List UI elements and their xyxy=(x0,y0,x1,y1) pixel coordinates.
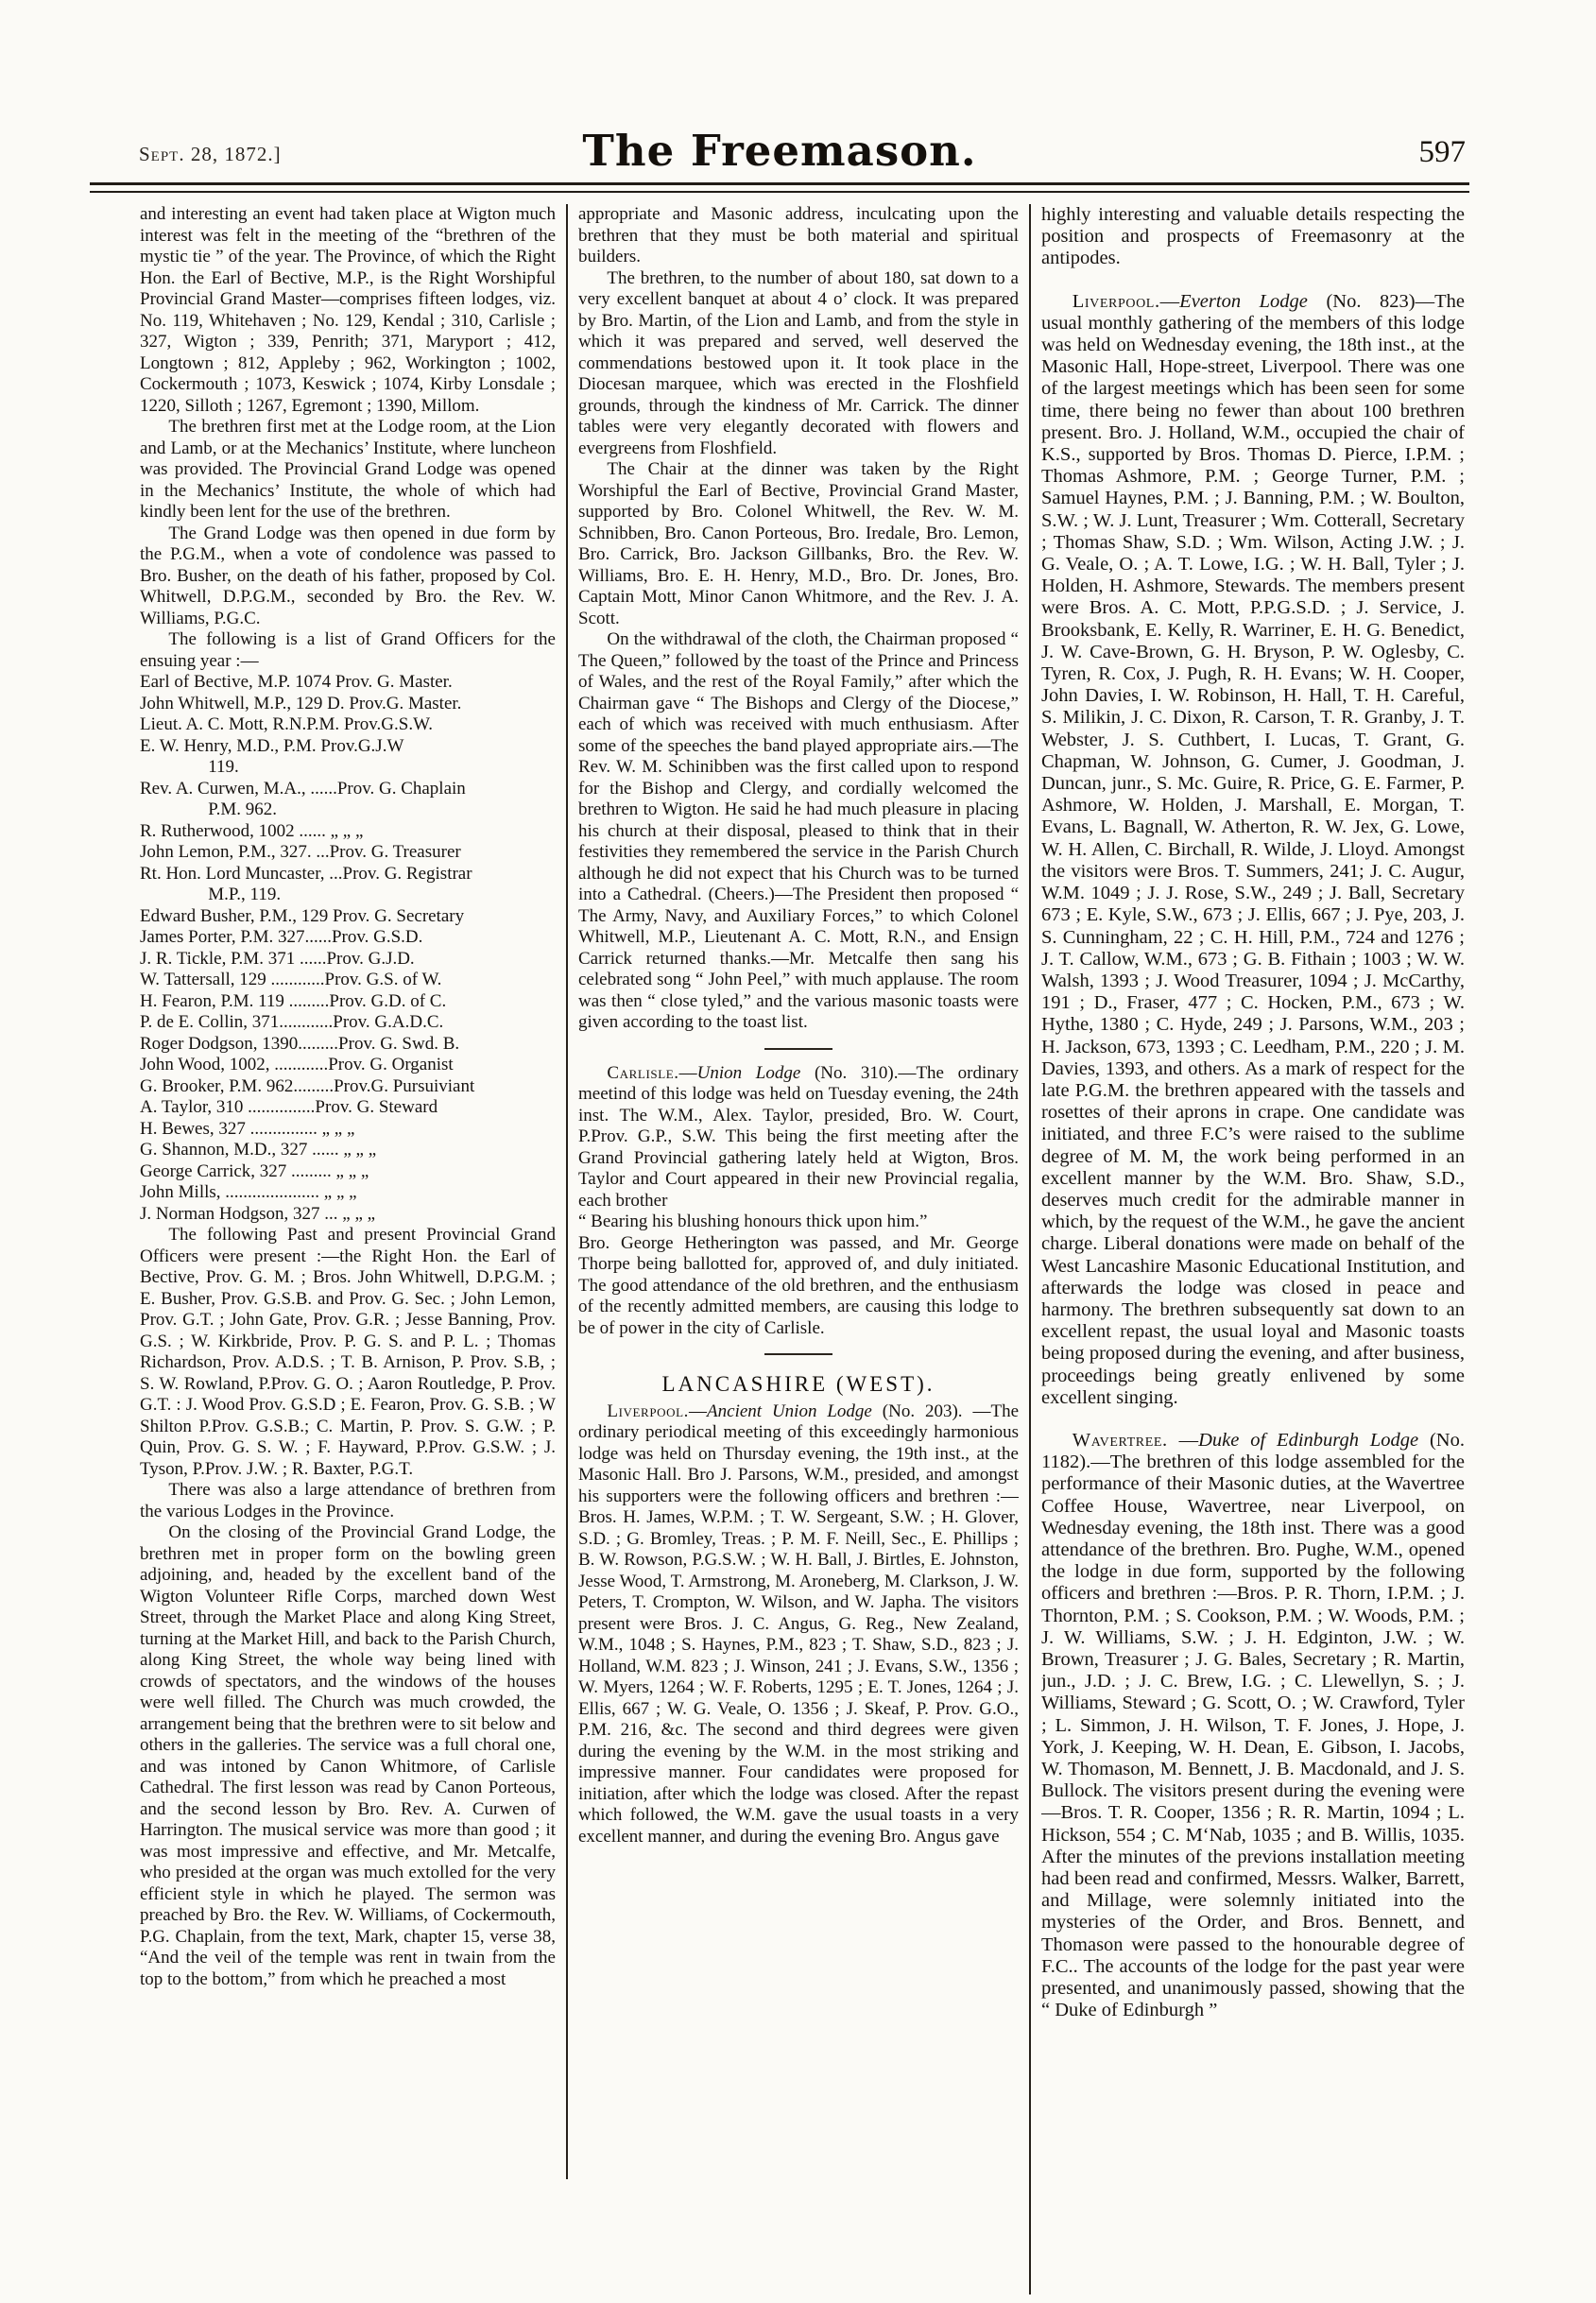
place-name: Carlisle. xyxy=(607,1062,679,1083)
text-run: (No. 823)—The usual monthly gathering of the members of this lodge was held on Wednesday evening, the 18th inst., at the Masonic Hall, Hope-street, Liverpool. There was one of the largest meetings which has been seen for some time, there being no fewer than about 100 brethren present. Bro. J. Holland, W.M., occupied the chair of K.S., supported by Bros. Thomas D. Pierce, I.P.M. ; Thomas Ashmore, P.M. ; George Turner, P.M. ; Samuel Haynes, P.M. ; J. Banning, P.M. ; W. Boulton, S.W. ; W. J. Lunt, Treasurer ; Wm. Cotterall, Secretary ; Thomas Shaw, S.D. ; Wm. Wilson, Acting J.W. ; J. G. Veale, O. ; A. T. Lowe, I.G. ; W. H. Ball, Tyler ; J. Holden, H. Ashmore, Stewards. The members present were Bros. A. C. Mott, P.P.G.S.D. ; J. Service, J. Brooksbank, E. Kelly, R. Warriner, E. H. G. Benedict, J. W. Cave-Brown, G. H. Bryson, P. W. Oglesby, C. Tyren, R. Cox, J. Pugh, R. H. Evans; W. H. Cooper, John Davies, I. W. Robinson, H. Hall, T. H. Careful, S. Milikin, J. C. Dixon, R. Carson, T. R. Granby, J. T. Webster, J. S. Cuthbert, I. Lucas, T. Grant, G. Chapman, W. Johnson, G. Cumer, J. Goodman, J. Duncan, junr., S. Mc. Guire, R. Price, G. E. Farmer, P. Ashmore, W. Holden, J. Marshall, E. Morgan, T. Evans, L. Bagnall, W. Atherton, R. W. Jex, G. Lowe, W. H. Allen, C. Birchall, R. Wilde, J. Lloyd. Amongst the visitors were Bros. T. Summers, 241; J. C. Augur, W.M. 1049 ; J. J. Rose, S.W., 249 ; J. Ball, Secretary 673 ; E. Kyle, S.W., 673 ; J. Ellis, 667 ; J. Pye, 203, J. S. Cunningham, 22 ; C. H. Hill, P.M., 724 and 1276 ; J. T. Callow, W.M., 673 ; G. B. Fithain ; 1003 ; W. W. Walsh, 1393 ; J. Wood Treasurer, 1094 ; J. McCarthy, 191 ; D., Fraser, 477 ; C. Hocken, P.M., 673 ; W. Hythe, 1380 ; C. Hyde, 249 ; J. Parsons, W.M., 203 ; H. Jackson, 673, 1393 ; C. Leedham, P.M., 220 ; J. M. Davies, 1393, and others. As a mark of respect for the late P.G.M. the brethren appeared with the tassels and rosettes of their aprons in crape. One candidate was initiated, and three F.C’s were raised to the sublime degree of M. M, the work being performed in an excellent manner by the W.M. Bro. Shaw, S.D., deserves much credit for the admirable manner in which, by the request of the W.M., he gave the ancient charge. Liberal donations were made on behalf of the West Lancashire Masonic Educational Institution, and afterwards the lodge was closed in peace and harmony. The brethren subsequently sat down to an excellent repast, the usual loyal and Masonic toasts being proposed during the evening, and after business, proceedings being greatly enlivened by some excellent singing. xyxy=(1041,290,1465,1408)
paragraph xyxy=(1041,291,1465,1409)
column-rule-1 xyxy=(566,204,568,2179)
officer-line: Edward Busher, P.M., 129 Prov. G. Secretary xyxy=(140,905,465,926)
officer-line: Rev. A. Curwen, M.A., ......Prov. G. Chaplain xyxy=(140,778,466,799)
paragraph: On the closing of the Provincial Grand Lodge, the brethren met in proper form on the bowling green adjoining, and, headed by the excellent band of the Wigton Volunteer Rifle Corps, marched down West Street, through the Market Place and along King Street, turning at the Market Hill, and back to the Parish Church, along King Street, the whole way being lined with crowds of spectators, and the windows of the houses were well filled. The Church was much crowded, the arrangement being that the brethren were to sit below and others in the galleries. The service was a full choral one, and was intoned by Canon Whitmore, of Carlisle Cathedral. The first lesson was read by Canon Porteous, and the second lesson by Bro. Rev. A. Curwen of Harrington. The musical service was more than good ; it was most impressive and effective, and Mr. Metcalfe, who presided at the organ was much extolled for the very efficient style in which he played. The sermon was preached by Bro. the Rev. W. Williams, of Cockermouth, P.G. Chaplain, from the text, Mark, chapter 15, verse 38, “And the veil of the temple was rent in twain from the top to the bottom,” from which he preached a most xyxy=(140,1522,556,1989)
text-run: — xyxy=(689,1401,708,1421)
officer-line: E. W. Henry, M.D., P.M. Prov.G.J.W xyxy=(140,735,404,756)
lodge-name: Duke of Edinburgh Lodge xyxy=(1198,1429,1419,1451)
officer-line: H. Bewes, 327 ............... „ „ „ xyxy=(140,1118,355,1139)
paragraph xyxy=(578,1401,1019,1848)
page-content xyxy=(140,204,1465,2293)
officer-line: M.P., 119. xyxy=(208,885,282,904)
paragraph: The brethren, to the number of about 180, sat down to a very excellent banquet at about 4 o’ clock. It was prepared by Bro. Martin, of the Lion and Lamb, and from the style in which it was prepared and served, well deserved the commendations bestowed upon it. It took place in the Diocesan marquee, which was erected in the Floshfield grounds, through the kindness of Mr. Carrick. The dinner tables were very elegantly decorated with flowers and evergreens from Floshfield. xyxy=(578,267,1019,458)
column-rule-2 xyxy=(1029,204,1031,2294)
officer-line: W. Tattersall, 129 ............Prov. G.S. of W. xyxy=(140,970,442,989)
officer-line: 119. xyxy=(208,757,239,777)
paragraph: The Chair at the dinner was taken by the Right Worshipful the Earl of Bective, Provincial Grand Master, supported by Bro. Colonel Whitwell, the Rev. W. M. Schnibben, Bro. Canon Porteous, Bro. Iredale, Bro. Lemon, Bro. Carrick, Bro. Jackson Gillbanks, Bro. the Rev. W. Williams, Bro. E. H. Henry, M.D., Bro. Dr. Jones, Bro. Captain Mott, Minor Canon Whitmore, and the Rev. J. A. Scott. xyxy=(578,459,1019,628)
officer-line: H. Fearon, P.M. 119 .........Prov. G.D. of C. xyxy=(140,990,447,1011)
place-name: Liverpool. xyxy=(607,1401,690,1421)
masthead-rule xyxy=(90,182,1469,193)
paragraph: The following is a list of Grand Officers for the ensuing year :— xyxy=(140,629,556,671)
officer-line: P.M. 962. xyxy=(208,799,278,819)
section-heading: LANCASHIRE (WEST). xyxy=(661,1372,935,1396)
section-divider xyxy=(764,1353,832,1355)
page-number: 597 xyxy=(1418,135,1466,169)
text-run: — xyxy=(1159,290,1180,312)
lodge-name: Everton Lodge xyxy=(1179,290,1308,312)
officer-line: Earl of Bective, M.P. 1074 Prov. G. Master. xyxy=(140,672,453,692)
text-run: (No. 310).—The ordinary meetind of this lodge was held on Tuesday evening, the 24th inst. The W.M., Alex. Taylor, presided, Bro. W. Court, P.Prov. G.P., S.W. This being the first meeting after the Grand Provincial gathering lately held at Wigton, Bros. Taylor and Court appeared in their new Provincial regalia, each brother xyxy=(578,1062,1019,1211)
masthead xyxy=(90,102,1469,176)
issue-date: Sept. 28, 1872.] xyxy=(139,143,282,165)
lodge-name: Ancient Union Lodge xyxy=(707,1401,872,1421)
officer-line: John Lemon, P.M., 327. ...Prov. G. Treasurer xyxy=(140,842,461,862)
officer-line: George Carrick, 327 ......... „ „ „ xyxy=(140,1160,369,1181)
officer-line: James Porter, P.M. 327......Prov. G.S.D. xyxy=(140,927,423,947)
paragraph: appropriate and Masonic address, inculcating upon the brethren that they must be both material and spiritual builders. xyxy=(578,204,1019,266)
paragraph: “ Bearing his blushing honours thick upon him.” xyxy=(578,1212,928,1231)
text-run: — xyxy=(1167,1429,1199,1451)
lodge-name: Union Lodge xyxy=(696,1062,801,1083)
page-title: The Freemason. xyxy=(582,126,977,176)
paragraph: On the withdrawal of the cloth, the Chairman proposed “ The Queen,” followed by the toast of the Prince and Princess of Wales, and the rest of the Royal Family,” after which the Chairman gave “ The Bishops and Clergy of the Diocese,” each of which was received with much enthusiasm. After some of the speeches the band played appropriate airs.—The Rev. W. M. Schinibben was the first called upon to respond for the Bishop and Clergy, and cordially welcomed the brethren to Wigton. He said he had much pleasure in placing his church at their disposal, pleased to think that in their festivities they remembered the service in the Parish Church although he did not expect that his Church was to be turned into a Cathedral. (Cheers.)—The President then proposed “ The Army, Navy, and Auxiliary Forces,” to which Colonel Whitwell, M.P., Lieutenant A. C. Mott, R.N., and Ensign Carrick returned thanks.—Mr. Metcalfe then sang his celebrated song “ John Peel,” with much applause. The room was then “ close tyled,” and the various masonic toasts were given according to the toast list. xyxy=(578,629,1019,1032)
officer-line: R. Rutherwood, 1002 ...... „ „ „ xyxy=(140,820,364,841)
officer-line: J. Norman Hodgson, 327 ... „ „ „ xyxy=(140,1203,376,1224)
paragraph xyxy=(1041,1430,1465,2021)
section-divider xyxy=(764,1048,832,1050)
officer-line: Roger Dodgson, 1390.........Prov. G. Swd. B. xyxy=(140,1033,460,1054)
officer-line: Lieut. A. C. Mott, R.N.P.M. Prov.G.S.W. xyxy=(140,714,434,734)
officer-line: G. Shannon, M.D., 327 ...... „ „ „ xyxy=(140,1140,377,1160)
paragraph: The following Past and present Provincial Grand Officers were present :—the Right Hon. the Earl of Bective, Prov. G. M. ; Bros. John Whitwell, D.P.G.M. ; E. Busher, Prov. G.S.B. and Prov. G. Sec. ; John Lemon, Prov. G.T. ; John Gate, Prov. G.R. ; Jesse Banning, Prov. G.S. ; W. Kirkbride, Prov. P. G. S. and P. L. ; Thomas Richardson, Prov. A.D.S. ; T. B. Arnison, P. Prov. S.B, ; S. W. Rowland, P.Prov. G. O. ; Aaron Routledge, P. Prov. G.T. : J. Wood Prov. G.S.D ; E. Fearon, Prov. G. S.B. ; W Shilton P.Prov. G.S.B.; C. Martin, P. Prov. S. G.W. ; P. Quin, Prov. G. S. W. ; F. Hayward, P.Prov. G.S.W. ; J. Tyson, P.Prov. J.W. ; R. Baxter, P.G.T. xyxy=(140,1225,556,1479)
officer-line: A. Taylor, 310 ...............Prov. G. Steward xyxy=(140,1097,438,1117)
text-run: — xyxy=(678,1062,697,1083)
paragraph: There was also a large attendance of brethren from the various Lodges in the Province. xyxy=(140,1480,556,1521)
officer-line: John Mills, ..................... „ „ „ xyxy=(140,1182,357,1202)
officer-line: P. de E. Collin, 371............Prov. G.A.D.C. xyxy=(140,1012,444,1032)
paragraph: Bro. George Hetherington was passed, and Mr. George Thorpe being ballotted for, approved of, and duly initiated. The good attendance of the old brethren, and the enthusiasm of the recently admitted members, are causing this lodge to be of power in the city of Carlisle. xyxy=(578,1232,1019,1338)
paragraph: and interesting an event had taken place at Wigton much interest was felt in the meeting of the “brethren of the mystic tie ” of the year. The Province, of which the Right Hon. the Earl of Bective, M.P., is the Right Worshipful Provincial Grand Master—comprises fifteen lodges, viz. No. 119, Whitehaven ; No. 129, Kendal ; 310, Carlisle ; 327, Wigton ; 339, Penrith; 371, Maryport ; 412, Longtown ; 812, Appleby ; 962, Workington ; 1002, Cockermouth ; 1073, Keswick ; 1074, Kirby Lonsdale ; 1220, Silloth ; 1267, Egremont ; 1390, Millom. xyxy=(140,204,556,416)
text-run: (No. 1182).—The brethren of this lodge assembled for the performance of their Masonic duties, at the Wavertree Coffee House, Wavertree, near Liverpool, on Wednesday evening, the 18th inst. There was a good attendance of the brethren. Bro. Pughe, W.M., opened the lodge in due form, supported by the following officers and brethren :—Bros. P. R. Thorn, I.P.M. ; J. Thornton, P.M. ; S. Cookson, P.M. ; W. Woods, P.M. ; J. W. Williams, S.W. ; J. H. Edginton, J.W. ; W. Brown, Treasurer ; J. G. Bales, Secretary ; R. Martin, jun., J.D. ; J. C. Brew, I.G. ; C. Llewellyn, S. ; J. Williams, Steward ; G. Scott, O. ; W. Crawford, Tyler ; L. Simmon, J. H. Wilson, T. F. Jones, J. Hope, J. York, J. Keeping, W. H. Dean, E. Gibson, I. Jacobs, W. Thomason, M. Bennett, J. B. Macdonald, and J. S. Bullock. The visitors present during the evening were—Bros. T. R. Cooper, 1356 ; R. R. Martin, 1094 ; L. Hickson, 554 ; C. M‘Nab, 1035 ; and B. Willis, 1035. After the minutes of the previons installation meeting had been read and confirmed, Messrs. Walker, Barrett, and Millage, were solemnly initiated into the mysteries of the Order, and Bros. Bennett, and Thomason were passed to the honourable degree of F.C.. The accounts of the lodge for the past year were presented, and unanimously passed, showing that the “ Duke of Edinburgh ” xyxy=(1041,1429,1465,2021)
place-name: Wavertree. xyxy=(1072,1429,1168,1451)
officer-line: John Whitwell, M.P., 129 D. Prov.G. Master. xyxy=(140,693,462,713)
column-3 xyxy=(1041,204,1465,2294)
officer-line: Rt. Hon. Lord Muncaster, ...Prov. G. Registrar xyxy=(140,863,472,884)
officer-line: G. Brooker, P.M. 962.........Prov.G. Pursuiviant xyxy=(140,1075,475,1096)
column-1 xyxy=(140,204,556,2141)
paragraph: The brethren first met at the Lodge room, at the Lion and Lamb, or at the Mechanics’ Institute, where luncheon was provided. The Provincial Grand Lodge was opened in the Mechanics’ Institute, the whole of which had kindly been lent for the use of the brethren. xyxy=(140,417,556,522)
text-run: (No. 203). —The ordinary periodical meeting of this exceedingly harmonious lodge was held on Thursday evening, the 19th inst., at the Masonic Hall. Bro J. Parsons, W.M., presided, and amongst his supporters were the following officers and brethren :—Bros. H. James, W.P.M. ; T. W. Sergeant, S.W. ; H. Glover, S.D. ; G. Bromley, Treas. ; P. M. F. Neill, Sec., E. Phillips ; B. W. Rowson, P.G.S.W. ; W. H. Ball, J. Birtles, E. Johnston, Jesse Wood, T. Armstrong, M. Aroneberg, M. Clarkson, J. W. Peters, T. Crompton, W. Wilson, and W. Japha. The visitors present were Bros. J. C. Angus, G. Reg., New Zealand, W.M., 1048 ; S. Haynes, P.M., 823 ; T. Shaw, S.D., 823 ; J. Holland, W.M. 823 ; J. Winson, 241 ; J. Evans, S.W., 1356 ; W. Myers, 1264 ; W. F. Roberts, 1295 ; E. T. Jones, 1264 ; J. Ellis, 667 ; W. G. Veale, O. 1356 ; J. Skeaf, P. Prov. G.O., P.M. 216, &c. The second and third degrees were given during the evening by the W.M. in the most striking and impressive manner. Four candidates were proposed for initiation, after which the lodge was closed. After the repast which followed, the W.M. gave the usual toasts in a very excellent manner, and during the evening Bro. Angus gave xyxy=(578,1401,1019,1847)
officer-line: John Wood, 1002, ............Prov. G. Organist xyxy=(140,1055,454,1074)
place-name: Liverpool. xyxy=(1072,290,1160,312)
paragraph xyxy=(578,1063,1019,1212)
officer-line: J. R. Tickle, P.M. 371 ......Prov. G.J.D. xyxy=(140,948,415,969)
paragraph: highly interesting and valuable details respecting the position and prospects of Freemasonry at the antipodes. xyxy=(1041,204,1465,269)
column-2 xyxy=(578,204,1019,2174)
paragraph: The Grand Lodge was then opened in due form by the P.G.M., when a vote of condolence was passed to Bro. Busher, on the death of his father, proposed by Col. Whitwell, D.P.G.M., seconded by Bro. the Rev. W. Williams, P.G.C. xyxy=(140,523,556,628)
